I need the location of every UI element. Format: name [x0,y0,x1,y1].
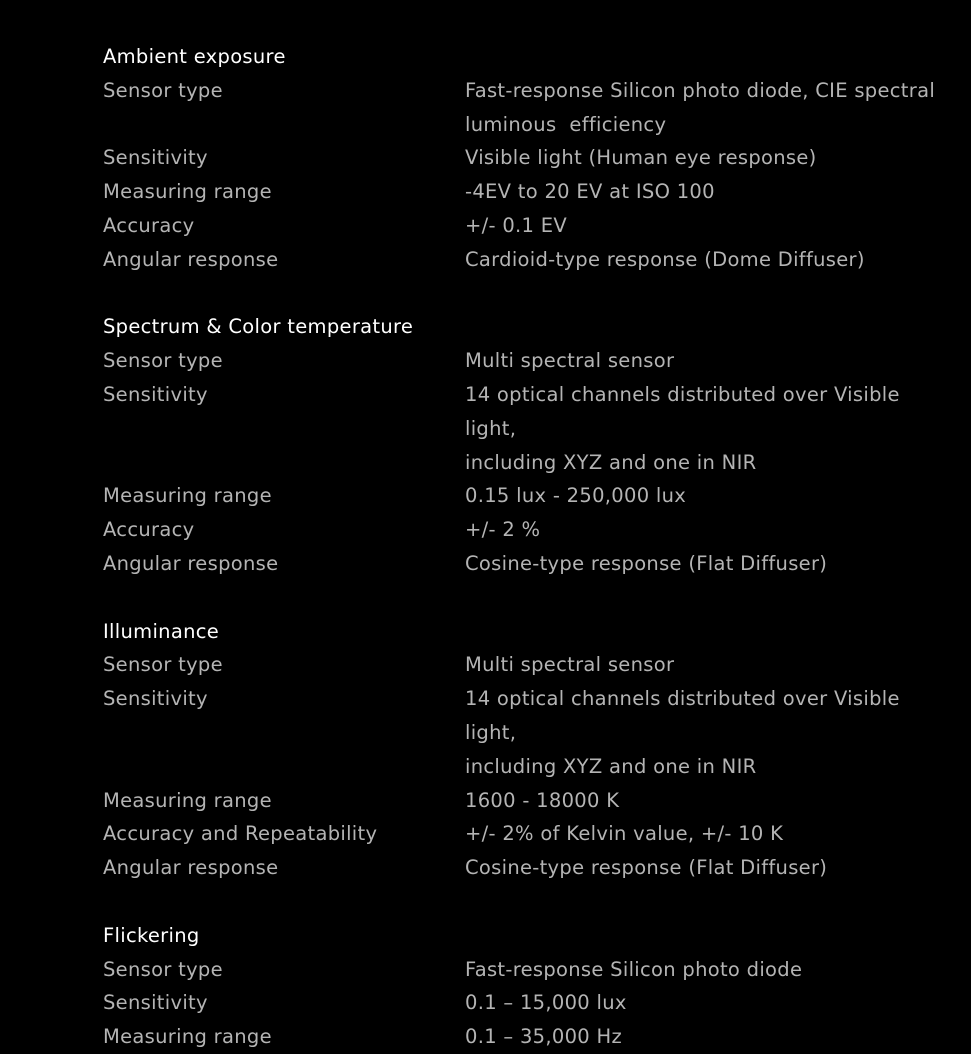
spec-sheet [103,40,943,1054]
spec-value: 0.1 – 35,000 Hz [465,1025,622,1049]
spec-value: Fast-response Silicon photo diode [465,957,803,981]
spec-label: Sensor type [103,78,223,102]
spec-row-measuring-range [103,479,943,513]
spec-label: Measuring range [103,180,272,204]
spec-value: Cosine-type response (Flat Diffuser) [465,551,828,575]
spec-label: Angular response [103,856,279,880]
spec-row-sensitivity [103,141,943,175]
spec-label: Sensor type [103,653,223,677]
spec-value: +/- 2% of Kelvin value, +/- 10 K [465,822,784,846]
spec-row-sensor-type [103,648,943,682]
spec-label: Angular response [103,247,279,271]
spec-label: Accuracy [103,518,195,542]
spec-label: Measuring range [103,484,272,508]
spec-label: Accuracy [103,213,195,237]
spec-value: +/- 0.1 EV [465,213,568,237]
spec-row-sensitivity [103,986,943,1020]
section-ambient-exposure [103,40,943,277]
spec-row-angular-response [103,243,943,277]
spec-label: Measuring range [103,1025,272,1049]
spec-value: Cosine-type response (Flat Diffuser) [465,856,828,880]
spec-row-accuracy [103,513,943,547]
spec-label: Sensitivity [103,687,208,711]
spec-row-sensor-type [103,74,943,142]
spec-value: Multi spectral sensor [465,349,675,373]
spec-row-angular-response [103,851,943,885]
spec-value: 14 optical channels distributed over Visible light, including XYZ and one in NIR [465,687,900,778]
spec-value: 1600 - 18000 K [465,788,620,812]
spec-value: +/- 2 % [465,518,541,542]
spec-value: Multi spectral sensor [465,653,675,677]
spec-label: Sensitivity [103,146,208,170]
spec-value: 0.1 – 15,000 lux [465,991,627,1015]
section-title: Flickering [103,923,200,947]
spec-value: 14 optical channels distributed over Visible light, including XYZ and one in NIR [465,382,900,474]
spec-row-measuring-range [103,1020,943,1054]
spec-label: Sensor type [103,957,223,981]
spec-row-measuring-range [103,175,943,209]
spec-row-accuracy-repeatability [103,817,943,851]
spec-row-sensitivity [103,378,943,479]
spec-label: Sensitivity [103,991,208,1015]
section-title: Illuminance [103,619,220,643]
spec-row-sensor-type [103,953,943,987]
spec-value: Cardioid-type response (Dome Diffuser) [465,247,865,271]
spec-value: Fast-response Silicon photo diode, CIE spectral luminous efficiency [465,78,936,136]
spec-label: Sensitivity [103,382,208,406]
spec-label: Sensor type [103,349,223,373]
spec-row-sensitivity [103,682,943,783]
spec-row-angular-response [103,547,943,581]
spec-label: Angular response [103,551,279,575]
section-flickering [103,919,943,1054]
spec-value: Visible light (Human eye response) [465,146,817,170]
spec-value: -4EV to 20 EV at ISO 100 [465,180,715,204]
spec-row-measuring-range [103,784,943,818]
section-title: Spectrum & Color temperature [103,315,414,339]
section-illuminance [103,615,943,885]
section-spectrum-color-temperature [103,310,943,580]
spec-label: Accuracy and Repeatability [103,822,378,846]
spec-value: 0.15 lux - 250,000 lux [465,484,687,508]
section-title: Ambient exposure [103,45,286,68]
spec-row-accuracy [103,209,943,243]
spec-label: Measuring range [103,788,272,812]
spec-row-sensor-type [103,344,943,378]
